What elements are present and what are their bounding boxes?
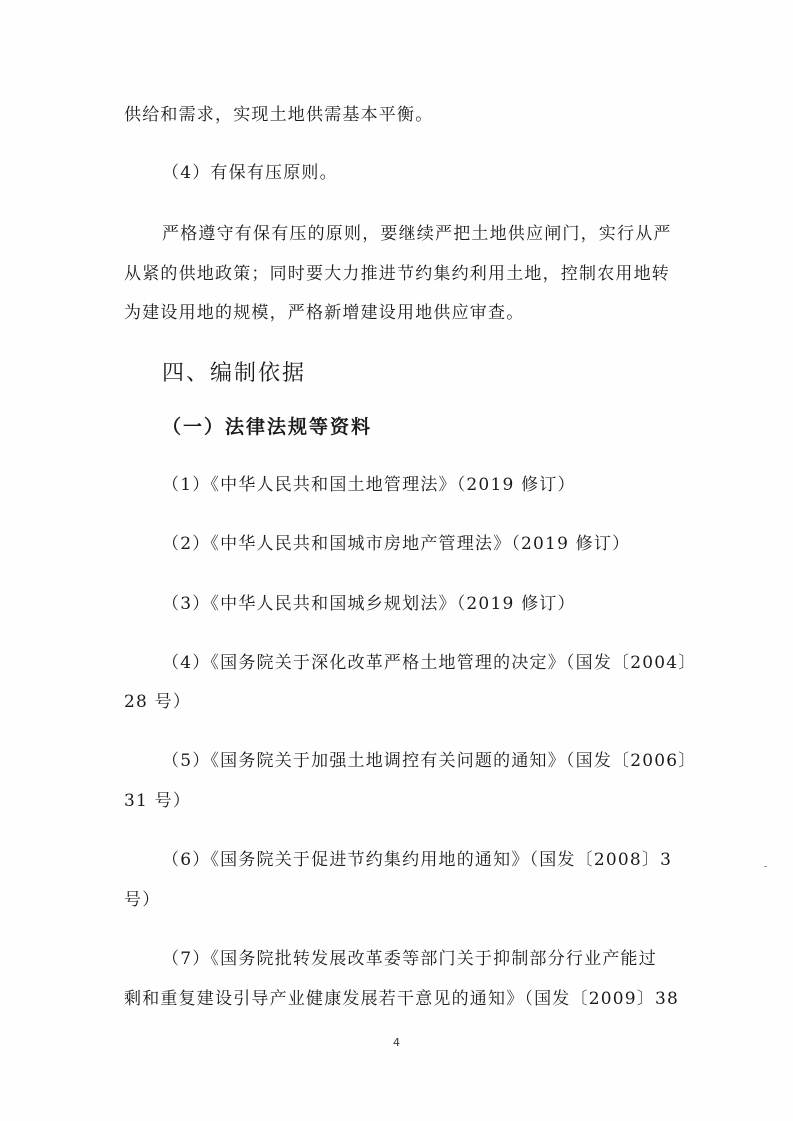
page-number: 4 — [393, 1036, 400, 1049]
reference-item-continuation: 号） — [124, 890, 161, 910]
reference-item: （2）《中华人民共和国城市房地产管理法》（2019 修订） — [162, 534, 631, 554]
reference-item: （3）《中华人民共和国城乡规划法》（2019 修订） — [162, 594, 576, 614]
reference-item: （5）《国务院关于加强土地调控有关问题的通知》（国发〔2006〕 — [162, 751, 697, 771]
subsection-heading: （一）法律法规等资料 — [162, 416, 373, 438]
reference-item-continuation: 31 号） — [124, 791, 192, 811]
reference-item-continuation: 剩和重复建设引导产业健康发展若干意见的通知》（国发〔2009〕38 — [124, 989, 679, 1009]
principle-heading: （4）有保有压原则。 — [162, 163, 338, 183]
reference-item-continuation: 28 号） — [124, 692, 192, 712]
section-heading: 四、编制依据 — [162, 361, 307, 386]
text-line: 从紧的供地政策；同时要大力推进节约集约利用土地，控制农用地转 — [124, 264, 670, 284]
reference-item: （7）《国务院批转发展改革委等部门关于抑制部分行业产能过 — [162, 949, 657, 969]
reference-item: （1）《中华人民共和国土地管理法》（2019 修订） — [162, 475, 576, 495]
scan-mark — [764, 866, 767, 867]
reference-item: （4）《国务院关于深化改革严格土地管理的决定》（国发〔2004〕 — [162, 653, 697, 673]
text-line: 供给和需求，实现土地供需基本平衡。 — [124, 105, 434, 125]
text-line: 为建设用地的规模，严格新增建设用地供应审查。 — [124, 303, 525, 323]
text-line: 严格遵守有保有压的原则，要继续严把土地供应闸门，实行从严 — [162, 224, 672, 244]
reference-item: （6）《国务院关于促进节约集约用地的通知》（国发〔2008〕3 — [162, 850, 673, 870]
